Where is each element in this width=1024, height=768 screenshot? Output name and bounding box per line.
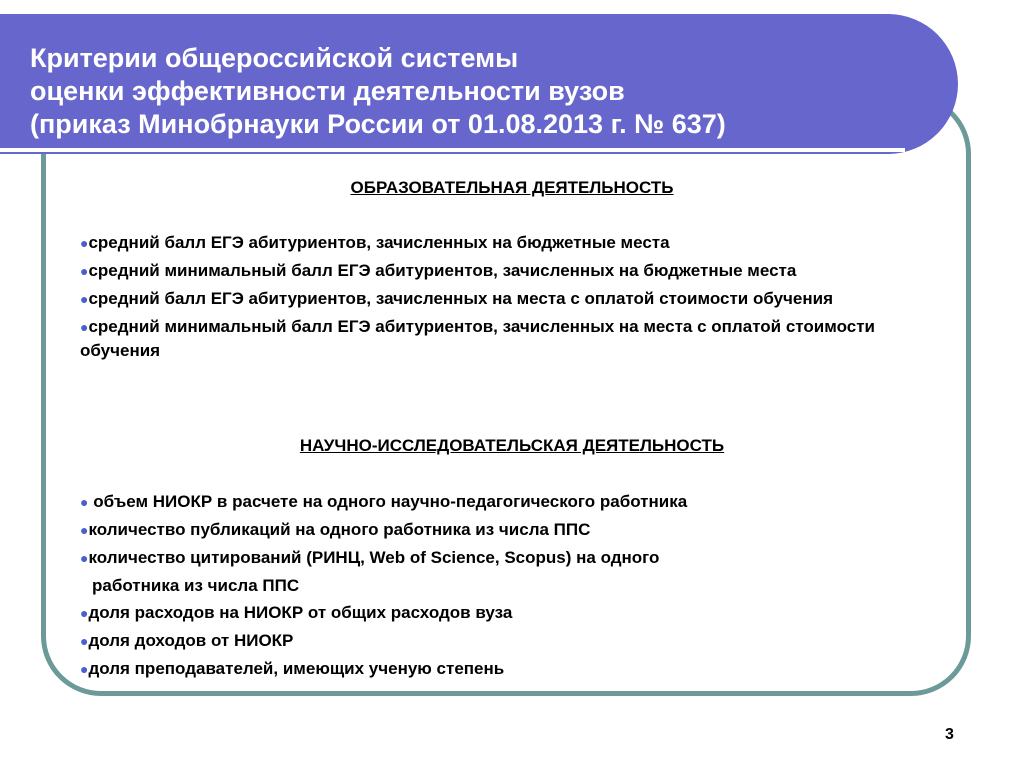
list-item: ● объем НИОКР в расчете на одного научно-педагогического работника (80, 492, 688, 511)
research-heading: НАУЧНО-ИССЛЕДОВАТЕЛЬСКАЯ ДЕЯТЕЛЬНОСТЬ (299, 436, 725, 455)
list-item: ●средний балл ЕГЭ абитуриентов, зачисленных на места с оплатой стоимости обучения (80, 289, 834, 308)
bullet-icon: ● (80, 494, 89, 510)
slide-title (30, 42, 726, 141)
bullet-icon: ● (80, 291, 89, 307)
title-line-1: Критерии общероссийской системы (30, 43, 519, 73)
title-underline (0, 148, 905, 152)
bullet-icon: ● (80, 550, 89, 566)
bullet-icon: ● (80, 319, 89, 335)
research-list (80, 488, 940, 683)
list-item: ●средний минимальный балл ЕГЭ абитуриентов, зачисленных на бюджетные места (80, 261, 797, 280)
title-line-2: оценки эффективности деятельности вузов (30, 76, 625, 106)
title-line-3: (приказ Минобрнауки России от 01.08.2013 г. № 637) (30, 109, 726, 139)
bullet-icon: ● (80, 263, 89, 279)
list-item: ●доля преподавателей, имеющих ученую степень (80, 659, 505, 678)
bullet-icon: ● (80, 522, 89, 538)
list-item: ●количество цитирований (РИНЦ, Web of Science, Scopus) на одного (80, 548, 660, 567)
education-heading: ОБРАЗОВАТЕЛЬНАЯ ДЕЯТЕЛЬНОСТЬ (350, 178, 674, 197)
bullet-icon: ● (80, 235, 89, 251)
bullet-icon: ● (80, 633, 89, 649)
list-item-continuation: работника из числа ППС (92, 576, 300, 595)
bullet-icon: ● (80, 661, 89, 677)
list-item: ●средний минимальный балл ЕГЭ абитуриентов, зачисленных на места с оплатой стоимости обучения (80, 317, 875, 360)
list-item: ●средний балл ЕГЭ абитуриентов, зачисленных на бюджетные места (80, 233, 670, 252)
page-number: 3 (945, 726, 954, 743)
bullet-icon: ● (80, 605, 89, 621)
title-band (0, 14, 958, 154)
list-item: ●доля расходов на НИОКР от общих расходов вуза (80, 603, 513, 622)
education-list (80, 231, 940, 366)
list-item: ●доля доходов от НИОКР (80, 631, 294, 650)
list-item: ●количество публикаций на одного работника из числа ППС (80, 520, 591, 539)
